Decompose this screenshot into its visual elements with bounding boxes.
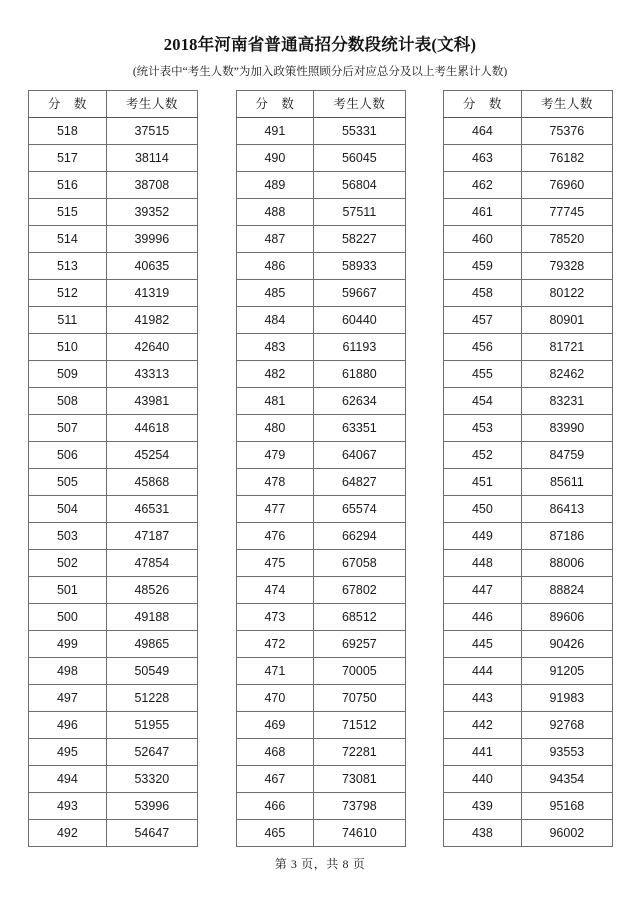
table-row (29, 685, 198, 712)
cell-count: 88006 (521, 550, 612, 577)
table-row (236, 739, 405, 766)
cell-score: 455 (444, 361, 522, 388)
table-row (236, 118, 405, 145)
cell-score: 478 (236, 469, 314, 496)
cell-count: 62634 (314, 388, 405, 415)
cell-count: 43981 (106, 388, 197, 415)
cell-count: 78520 (521, 226, 612, 253)
page-title: 2018年河南省普通高招分数段统计表(文科) (163, 35, 477, 54)
table-row (444, 253, 613, 280)
table-row (29, 523, 198, 550)
cell-count: 68512 (314, 604, 405, 631)
cell-score: 462 (444, 172, 522, 199)
cell-count: 73798 (314, 793, 405, 820)
cell-score: 452 (444, 442, 522, 469)
cell-count: 83990 (521, 415, 612, 442)
cell-count: 58227 (314, 226, 405, 253)
table-row (444, 631, 613, 658)
table-row (236, 361, 405, 388)
table-row (29, 631, 198, 658)
cell-count: 53996 (106, 793, 197, 820)
cell-score: 505 (29, 469, 107, 496)
cell-score: 474 (236, 577, 314, 604)
cell-count: 55331 (314, 118, 405, 145)
cell-score: 516 (29, 172, 107, 199)
table-row (444, 577, 613, 604)
cell-count: 38114 (106, 145, 197, 172)
table-row (29, 766, 198, 793)
table-body-block-1 (29, 118, 198, 847)
table-row (29, 496, 198, 523)
cell-count: 77745 (521, 199, 612, 226)
cell-score: 456 (444, 334, 522, 361)
table-row (29, 280, 198, 307)
table-row (236, 604, 405, 631)
table-row (444, 523, 613, 550)
cell-score: 449 (444, 523, 522, 550)
table-row (444, 172, 613, 199)
table-row (29, 739, 198, 766)
cell-score: 518 (29, 118, 107, 145)
cell-score: 494 (29, 766, 107, 793)
cell-score: 510 (29, 334, 107, 361)
table-row (236, 442, 405, 469)
cell-count: 74610 (314, 820, 405, 847)
cell-score: 441 (444, 739, 522, 766)
cell-score: 475 (236, 550, 314, 577)
cell-score: 500 (29, 604, 107, 631)
cell-score: 438 (444, 820, 522, 847)
cell-count: 50549 (106, 658, 197, 685)
table-row (29, 577, 198, 604)
cell-count: 76960 (521, 172, 612, 199)
table-row (29, 469, 198, 496)
table-row (236, 793, 405, 820)
table-row (236, 631, 405, 658)
table-row (444, 388, 613, 415)
cell-score: 481 (236, 388, 314, 415)
cell-score: 487 (236, 226, 314, 253)
cell-count: 48526 (106, 577, 197, 604)
table-row (444, 307, 613, 334)
cell-count: 80122 (521, 280, 612, 307)
cell-count: 92768 (521, 712, 612, 739)
table-row (444, 118, 613, 145)
column-header-score: 分 数 (444, 91, 522, 118)
cell-score: 499 (29, 631, 107, 658)
cell-score: 498 (29, 658, 107, 685)
table-row (444, 145, 613, 172)
cell-score: 479 (236, 442, 314, 469)
cell-score: 454 (444, 388, 522, 415)
cell-score: 446 (444, 604, 522, 631)
table-row (444, 361, 613, 388)
cell-count: 46531 (106, 496, 197, 523)
column-header-count: 考生人数 (314, 91, 405, 118)
cell-count: 40635 (106, 253, 197, 280)
cell-count: 61193 (314, 334, 405, 361)
cell-score: 496 (29, 712, 107, 739)
table-row (444, 226, 613, 253)
cell-count: 80901 (521, 307, 612, 334)
table-row (236, 415, 405, 442)
cell-score: 486 (236, 253, 314, 280)
cell-score: 508 (29, 388, 107, 415)
cell-count: 82462 (521, 361, 612, 388)
table-body-block-3 (444, 118, 613, 847)
cell-count: 47854 (106, 550, 197, 577)
cell-score: 509 (29, 361, 107, 388)
table-row (444, 604, 613, 631)
cell-count: 37515 (106, 118, 197, 145)
cell-count: 56045 (314, 145, 405, 172)
table-row (29, 145, 198, 172)
table-row (444, 199, 613, 226)
cell-count: 90426 (521, 631, 612, 658)
cell-count: 49188 (106, 604, 197, 631)
table-row (444, 496, 613, 523)
table-row (29, 388, 198, 415)
cell-count: 95168 (521, 793, 612, 820)
cell-score: 450 (444, 496, 522, 523)
table-row (29, 172, 198, 199)
cell-count: 43313 (106, 361, 197, 388)
cell-count: 65574 (314, 496, 405, 523)
table-row (236, 226, 405, 253)
cell-score: 517 (29, 145, 107, 172)
table-header-row (444, 91, 613, 118)
cell-count: 71512 (314, 712, 405, 739)
cell-score: 471 (236, 658, 314, 685)
cell-score: 464 (444, 118, 522, 145)
cell-count: 75376 (521, 118, 612, 145)
cell-score: 515 (29, 199, 107, 226)
table-header-row (236, 91, 405, 118)
cell-count: 79328 (521, 253, 612, 280)
table-row (29, 118, 198, 145)
column-header-count: 考生人数 (521, 91, 612, 118)
cell-score: 457 (444, 307, 522, 334)
table-row (236, 820, 405, 847)
table-row (236, 685, 405, 712)
table-row (236, 712, 405, 739)
cell-score: 444 (444, 658, 522, 685)
table-row (236, 172, 405, 199)
cell-count: 91983 (521, 685, 612, 712)
column-header-score: 分 数 (29, 91, 107, 118)
cell-score: 477 (236, 496, 314, 523)
cell-score: 468 (236, 739, 314, 766)
table-header-row (29, 91, 198, 118)
cell-count: 67802 (314, 577, 405, 604)
cell-score: 491 (236, 118, 314, 145)
cell-count: 54647 (106, 820, 197, 847)
cell-count: 61880 (314, 361, 405, 388)
cell-count: 45868 (106, 469, 197, 496)
score-table-block-3 (443, 90, 613, 847)
cell-count: 84759 (521, 442, 612, 469)
cell-count: 57511 (314, 199, 405, 226)
cell-score: 459 (444, 253, 522, 280)
cell-count: 76182 (521, 145, 612, 172)
score-table-block-1 (28, 90, 198, 847)
cell-score: 501 (29, 577, 107, 604)
cell-score: 458 (444, 280, 522, 307)
table-row (29, 550, 198, 577)
page-subtitle-note: (统计表中“考生人数”为加入政策性照顾分后对应总分及以上考生累计人数) (132, 66, 508, 78)
cell-count: 66294 (314, 523, 405, 550)
cell-count: 67058 (314, 550, 405, 577)
table-row (444, 766, 613, 793)
table-row (236, 253, 405, 280)
cell-score: 503 (29, 523, 107, 550)
cell-score: 488 (236, 199, 314, 226)
table-row (29, 658, 198, 685)
cell-count: 86413 (521, 496, 612, 523)
cell-count: 73081 (314, 766, 405, 793)
cell-count: 89606 (521, 604, 612, 631)
cell-score: 461 (444, 199, 522, 226)
cell-score: 497 (29, 685, 107, 712)
cell-count: 59667 (314, 280, 405, 307)
cell-score: 476 (236, 523, 314, 550)
cell-score: 472 (236, 631, 314, 658)
cell-score: 506 (29, 442, 107, 469)
cell-score: 465 (236, 820, 314, 847)
table-row (236, 496, 405, 523)
cell-count: 81721 (521, 334, 612, 361)
cell-score: 511 (29, 307, 107, 334)
cell-score: 470 (236, 685, 314, 712)
table-row (29, 253, 198, 280)
score-table-block-2 (236, 90, 406, 847)
cell-score: 467 (236, 766, 314, 793)
cell-count: 60440 (314, 307, 405, 334)
cell-count: 64067 (314, 442, 405, 469)
cell-count: 39996 (106, 226, 197, 253)
table-row (444, 550, 613, 577)
table-row (444, 334, 613, 361)
cell-score: 439 (444, 793, 522, 820)
table-row (29, 820, 198, 847)
cell-count: 41982 (106, 307, 197, 334)
cell-count: 39352 (106, 199, 197, 226)
cell-count: 93553 (521, 739, 612, 766)
table-row (29, 226, 198, 253)
score-tables-container (28, 90, 613, 847)
cell-score: 502 (29, 550, 107, 577)
cell-score: 443 (444, 685, 522, 712)
table-row (29, 604, 198, 631)
table-row (29, 334, 198, 361)
cell-count: 70005 (314, 658, 405, 685)
cell-score: 469 (236, 712, 314, 739)
table-row (444, 658, 613, 685)
cell-count: 58933 (314, 253, 405, 280)
page-number-footer: 第 3 页，共 8 页 (274, 857, 366, 871)
cell-score: 473 (236, 604, 314, 631)
table-row (236, 280, 405, 307)
table-row (236, 145, 405, 172)
cell-count: 91205 (521, 658, 612, 685)
column-header-score: 分 数 (236, 91, 314, 118)
cell-score: 483 (236, 334, 314, 361)
table-row (29, 361, 198, 388)
cell-count: 88824 (521, 577, 612, 604)
cell-score: 480 (236, 415, 314, 442)
cell-score: 485 (236, 280, 314, 307)
table-row (236, 550, 405, 577)
table-row (29, 415, 198, 442)
cell-score: 460 (444, 226, 522, 253)
cell-score: 448 (444, 550, 522, 577)
table-row (236, 334, 405, 361)
cell-count: 49865 (106, 631, 197, 658)
cell-score: 484 (236, 307, 314, 334)
table-row (236, 307, 405, 334)
cell-count: 38708 (106, 172, 197, 199)
table-row (29, 307, 198, 334)
cell-score: 463 (444, 145, 522, 172)
cell-score: 453 (444, 415, 522, 442)
table-body-block-2 (236, 118, 405, 847)
cell-score: 490 (236, 145, 314, 172)
table-row (29, 442, 198, 469)
cell-count: 63351 (314, 415, 405, 442)
cell-score: 495 (29, 739, 107, 766)
cell-score: 489 (236, 172, 314, 199)
cell-score: 514 (29, 226, 107, 253)
cell-score: 482 (236, 361, 314, 388)
cell-score: 504 (29, 496, 107, 523)
cell-count: 42640 (106, 334, 197, 361)
cell-count: 69257 (314, 631, 405, 658)
cell-score: 445 (444, 631, 522, 658)
table-row (444, 712, 613, 739)
cell-score: 507 (29, 415, 107, 442)
cell-count: 96002 (521, 820, 612, 847)
cell-count: 85611 (521, 469, 612, 496)
table-row (444, 415, 613, 442)
table-row (444, 820, 613, 847)
cell-count: 56804 (314, 172, 405, 199)
table-row (29, 712, 198, 739)
table-row (29, 199, 198, 226)
cell-count: 51228 (106, 685, 197, 712)
cell-score: 442 (444, 712, 522, 739)
cell-count: 94354 (521, 766, 612, 793)
column-header-count: 考生人数 (106, 91, 197, 118)
cell-score: 493 (29, 793, 107, 820)
cell-score: 512 (29, 280, 107, 307)
table-row (236, 658, 405, 685)
cell-score: 447 (444, 577, 522, 604)
cell-score: 466 (236, 793, 314, 820)
table-row (444, 739, 613, 766)
cell-count: 53320 (106, 766, 197, 793)
table-row (236, 523, 405, 550)
cell-count: 83231 (521, 388, 612, 415)
cell-score: 451 (444, 469, 522, 496)
cell-count: 51955 (106, 712, 197, 739)
cell-count: 87186 (521, 523, 612, 550)
table-row (444, 469, 613, 496)
cell-count: 70750 (314, 685, 405, 712)
cell-count: 52647 (106, 739, 197, 766)
table-row (444, 442, 613, 469)
cell-count: 44618 (106, 415, 197, 442)
table-row (236, 388, 405, 415)
table-row (444, 685, 613, 712)
table-row (444, 280, 613, 307)
table-row (236, 577, 405, 604)
table-row (236, 199, 405, 226)
cell-count: 64827 (314, 469, 405, 496)
cell-score: 492 (29, 820, 107, 847)
cell-count: 41319 (106, 280, 197, 307)
table-row (444, 793, 613, 820)
cell-count: 47187 (106, 523, 197, 550)
table-row (236, 766, 405, 793)
table-row (29, 793, 198, 820)
table-row (236, 469, 405, 496)
cell-count: 72281 (314, 739, 405, 766)
cell-score: 513 (29, 253, 107, 280)
cell-score: 440 (444, 766, 522, 793)
cell-count: 45254 (106, 442, 197, 469)
